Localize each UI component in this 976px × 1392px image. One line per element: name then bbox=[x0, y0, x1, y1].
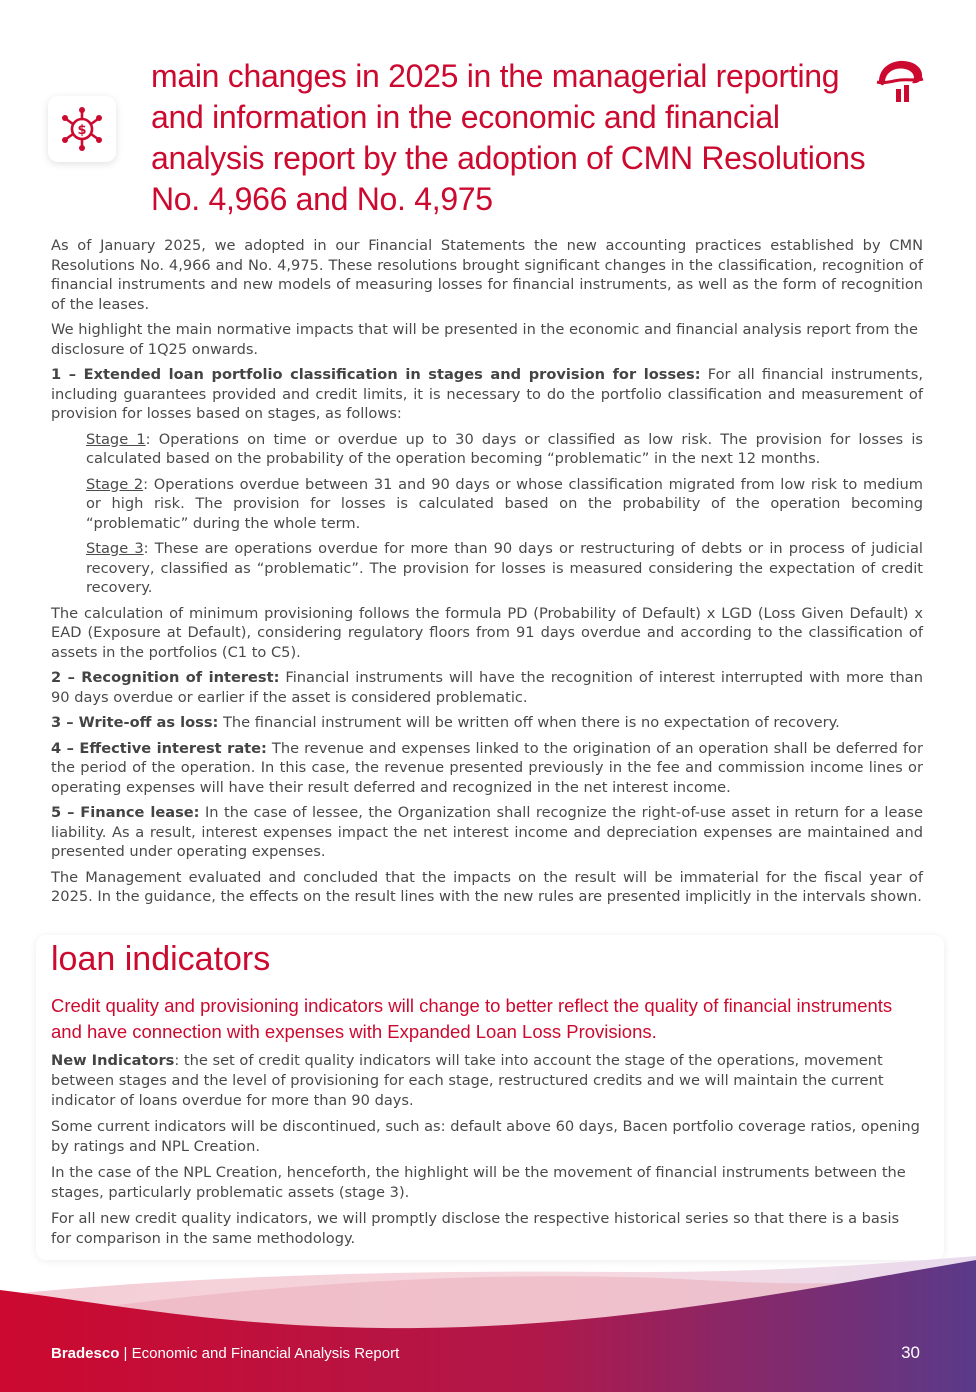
item-3-text: The financial instrument will be written off when there is no expectation of recovery. bbox=[218, 714, 840, 731]
item-1-text: For all financial instruments, including guarantees provided and credit limits, it is necessary to do the portfolio classification and measurement of provision for losses based on stages, as follows: bbox=[51, 366, 923, 422]
intro-paragraph-2: We highlight the main normative impacts that will be presented in the economic and financial analysis report from the disclosure of 1Q25 onwards. bbox=[51, 321, 919, 358]
footer-report-name: Economic and Financial Analysis Report bbox=[131, 1345, 400, 1362]
item-5-text: In the case of lessee, the Organization shall recognize the right-of-use asset in return for a lease liability. As a result, interest expenses impact the net interest income and depreciation expenses are maintained and presented under operating expenses. bbox=[51, 804, 923, 860]
footer-label bbox=[51, 1345, 399, 1362]
page-title: main changes in 2025 in the managerial reporting and information in the economic and financial analysis report by the adoption of CMN Resolutions No. 4,966 and No. 4,975 bbox=[151, 58, 866, 217]
stage-3 bbox=[86, 539, 923, 598]
svg-text:$: $ bbox=[77, 123, 87, 138]
stage-1-text: : Operations on time or overdue up to 30 days or classified as low risk. The provision for losses is calculated based on the probability of the operation becoming “problematic” in the next 12 months. bbox=[86, 430, 923, 467]
conclusion-paragraph: The Management evaluated and concluded that the impacts on the result will be immaterial for the fiscal year of 2025. In the guidance, the effects on the result lines with the new rules are presented implicitly in the intervals shown. bbox=[51, 868, 923, 905]
item-1 bbox=[51, 365, 923, 424]
new-indicators-text: : the set of credit quality indicators will take into account the stage of the operations, movement between stages and the level of provisioning for each stage, restructured credits and we will maintain the current indicator of loans overdue for more than 90 days. bbox=[51, 1052, 884, 1109]
item-2-title: 2 – Recognition of interest: bbox=[51, 669, 280, 686]
stage-2 bbox=[86, 475, 923, 534]
page-number: 30 bbox=[901, 1343, 920, 1362]
footer-brand: Bradesco bbox=[51, 1345, 120, 1362]
stage-1-label: Stage 1 bbox=[86, 430, 146, 448]
network-dollar-icon bbox=[59, 106, 105, 152]
section-icon-card bbox=[48, 96, 116, 162]
calculation-paragraph: The calculation of minimum provisioning follows the formula PD (Probability of Default) x LGD (Loss Given Default) x EAD (Exposure at Default), considering regulatory floors from 91 days overdue and according to the classification of assets in the portfolios (C1 to C5). bbox=[51, 604, 923, 661]
stage-3-label: Stage 3 bbox=[86, 540, 144, 557]
item-2-text: Financial instruments will have the recognition of interest interrupted with more than 90 days overdue or earlier if the asset is considered problematic. bbox=[51, 669, 923, 706]
item-1-title: 1 – Extended loan portfolio classification in stages and provision for losses: bbox=[51, 366, 701, 383]
stage-1 bbox=[86, 430, 923, 469]
item-5 bbox=[51, 803, 923, 862]
new-indicators-label: New Indicators bbox=[51, 1052, 175, 1069]
loan-indicators-heading: loan indicators bbox=[51, 940, 271, 978]
npl-creation-paragraph: In the case of the NPL Creation, henceforth, the highlight will be the movement of financial instruments between the stages, particularly problematic assets (stage 3). bbox=[51, 1164, 906, 1201]
item-5-title: 5 – Finance lease: bbox=[51, 804, 200, 821]
intro-paragraph: As of January 2025, we adopted in our Financial Statements the new accounting practices established by CMN Resolutions No. 4,966 and No. 4,975. These resolutions brought significant changes in the classification, recognition of financial instruments and new models of measuring losses for financial instruments, as well as the form of recognition of the leases. bbox=[51, 237, 923, 313]
item-3-title: 3 – Write-off as loss: bbox=[51, 714, 219, 731]
loan-indicators-card bbox=[36, 935, 944, 1260]
item-4-title: 4 – Effective interest rate: bbox=[51, 739, 267, 757]
item-2 bbox=[51, 668, 923, 707]
stage-2-label: Stage 2 bbox=[86, 475, 144, 493]
main-content bbox=[51, 236, 923, 913]
item-4-text: The revenue and expenses linked to the origination of an operation shall be deferred for the period of the operation. In this case, the revenue presented previously in the fee and commission income lines or operating expenses will have their result deferred and recognized in the net interest income. bbox=[51, 739, 923, 796]
stage-3-text: : These are operations overdue for more than 90 days or restructuring of debts or in process of judicial recovery, classified as “problematic”. The provision for losses is measured considering the expectation of credit recovery. bbox=[86, 540, 923, 596]
item-3 bbox=[51, 713, 923, 733]
footer-wave bbox=[0, 1250, 976, 1392]
bradesco-logo-icon bbox=[874, 56, 926, 106]
footer-separator: | bbox=[119, 1345, 132, 1362]
loan-indicators-subtitle: Credit quality and provisioning indicators will change to better reflect the quality of financial instruments and have connection with expenses with Expanded Loan Loss Provisions. bbox=[51, 995, 893, 1042]
stage-2-text: : Operations overdue between 31 and 90 days or whose classification migrated from low risk to medium or high risk. The provision for losses is calculated based on the probability of the operation becoming “problematic” during the whole term. bbox=[86, 475, 923, 532]
discontinued-indicators-paragraph: Some current indicators will be discontinued, such as: default above 60 days, Bacen portfolio coverage ratios, opening by ratings and NPL Creation. bbox=[51, 1118, 920, 1155]
item-4 bbox=[51, 739, 923, 798]
historical-series-paragraph: For all new credit quality indicators, we will promptly disclose the respective historical series so that there is a basis for comparison in the same methodology. bbox=[51, 1210, 900, 1247]
new-indicators-paragraph bbox=[51, 1051, 921, 1111]
